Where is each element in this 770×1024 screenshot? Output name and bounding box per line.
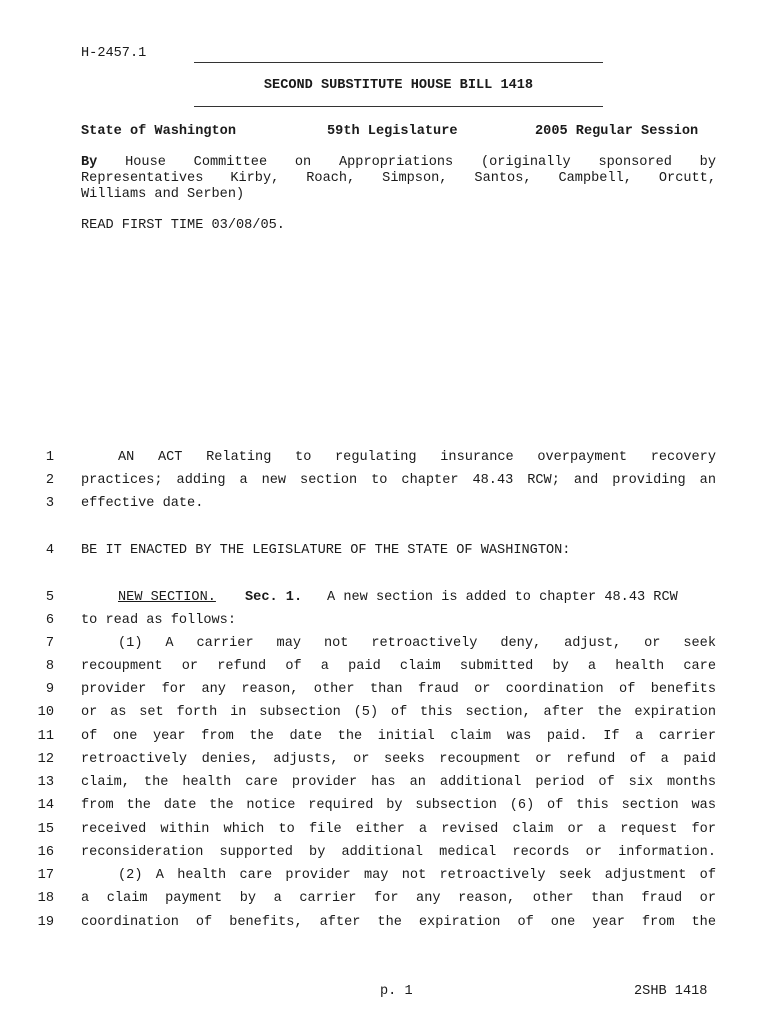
- read-first-time: READ FIRST TIME 03/08/05.: [81, 218, 285, 233]
- body-line: practices; adding a new section to chapter 48.43 RCW; and providing an: [81, 473, 716, 488]
- line-number: 3: [45, 496, 54, 511]
- line-number: 9: [45, 682, 54, 697]
- line-number: 12: [37, 752, 54, 767]
- body-line: AN ACT Relating to regulating insurance overpayment recovery: [118, 450, 716, 465]
- bill-short-id: 2SHB 1418: [634, 984, 708, 999]
- line-number: 13: [37, 775, 54, 790]
- document-id: H-2457.1: [81, 46, 147, 61]
- line-number: 18: [37, 891, 54, 906]
- sponsors-line-2: Representatives Kirby, Roach, Simpson, Santos, Campbell, Orcutt,: [81, 171, 716, 186]
- body-line: to read as follows:: [81, 613, 236, 628]
- sponsors-line-1: By House Committee on Appropriations (originally sponsored by: [81, 155, 716, 170]
- sponsors-line-3: Williams and Serben): [81, 187, 245, 202]
- body-line: A new section is added to chapter 48.43 RCW: [327, 590, 678, 605]
- body-line: effective date.: [81, 496, 204, 511]
- body-line: retroactively denies, adjusts, or seeks recoupment or refund of a paid: [81, 752, 716, 767]
- page-number: p. 1: [380, 984, 413, 999]
- line-number: 15: [37, 822, 54, 837]
- body-line: recoupment or refund of a paid claim submitted by a health care: [81, 659, 716, 674]
- header-rule-bottom: [194, 106, 603, 107]
- legislature: 59th Legislature: [327, 124, 458, 139]
- line-number: 16: [37, 845, 54, 860]
- line-number: 8: [45, 659, 54, 674]
- enacting-clause: BE IT ENACTED BY THE LEGISLATURE OF THE STATE OF WASHINGTON:: [81, 543, 571, 558]
- line-number: 17: [37, 868, 54, 883]
- session: 2005 Regular Session: [535, 124, 699, 139]
- line-number: 6: [45, 613, 54, 628]
- body-line: from the date the notice required by subsection (6) of this section was: [81, 798, 716, 813]
- line-number: 7: [45, 636, 54, 651]
- body-line: of one year from the date the initial claim was paid. If a carrier: [81, 729, 716, 744]
- line-number: 10: [37, 705, 54, 720]
- body-line: (1) A carrier may not retroactively deny, adjust, or seek: [118, 636, 716, 651]
- line-number: 11: [37, 729, 54, 744]
- bill-title: SECOND SUBSTITUTE HOUSE BILL 1418: [263, 78, 534, 93]
- line-number: 4: [45, 543, 54, 558]
- body-line: or as set forth in subsection (5) of this section, after the expiration: [81, 705, 716, 720]
- state-name: State of Washington: [81, 124, 236, 139]
- body-line: coordination of benefits, after the expiration of one year from the: [81, 915, 716, 930]
- body-line: claim, the health care provider has an additional period of six months: [81, 775, 716, 790]
- body-line: a claim payment by a carrier for any reason, other than fraud or: [81, 891, 716, 906]
- body-line: received within which to file either a revised claim or a request for: [81, 822, 716, 837]
- line-number: 2: [45, 473, 54, 488]
- body-line: (2) A health care provider may not retroactively seek adjustment of: [118, 868, 716, 883]
- line-number: 14: [37, 798, 54, 813]
- body-line: provider for any reason, other than fraud or coordination of benefits: [81, 682, 716, 697]
- section-number: Sec. 1.: [245, 590, 303, 605]
- line-number: 1: [45, 450, 54, 465]
- line-number: 5: [45, 590, 54, 605]
- by-label: By: [81, 155, 98, 170]
- body-line: reconsideration supported by additional medical records or information.: [81, 845, 716, 860]
- line-number: 19: [37, 915, 54, 930]
- header-rule-top: [194, 62, 603, 63]
- new-section-label: NEW SECTION.: [118, 590, 216, 605]
